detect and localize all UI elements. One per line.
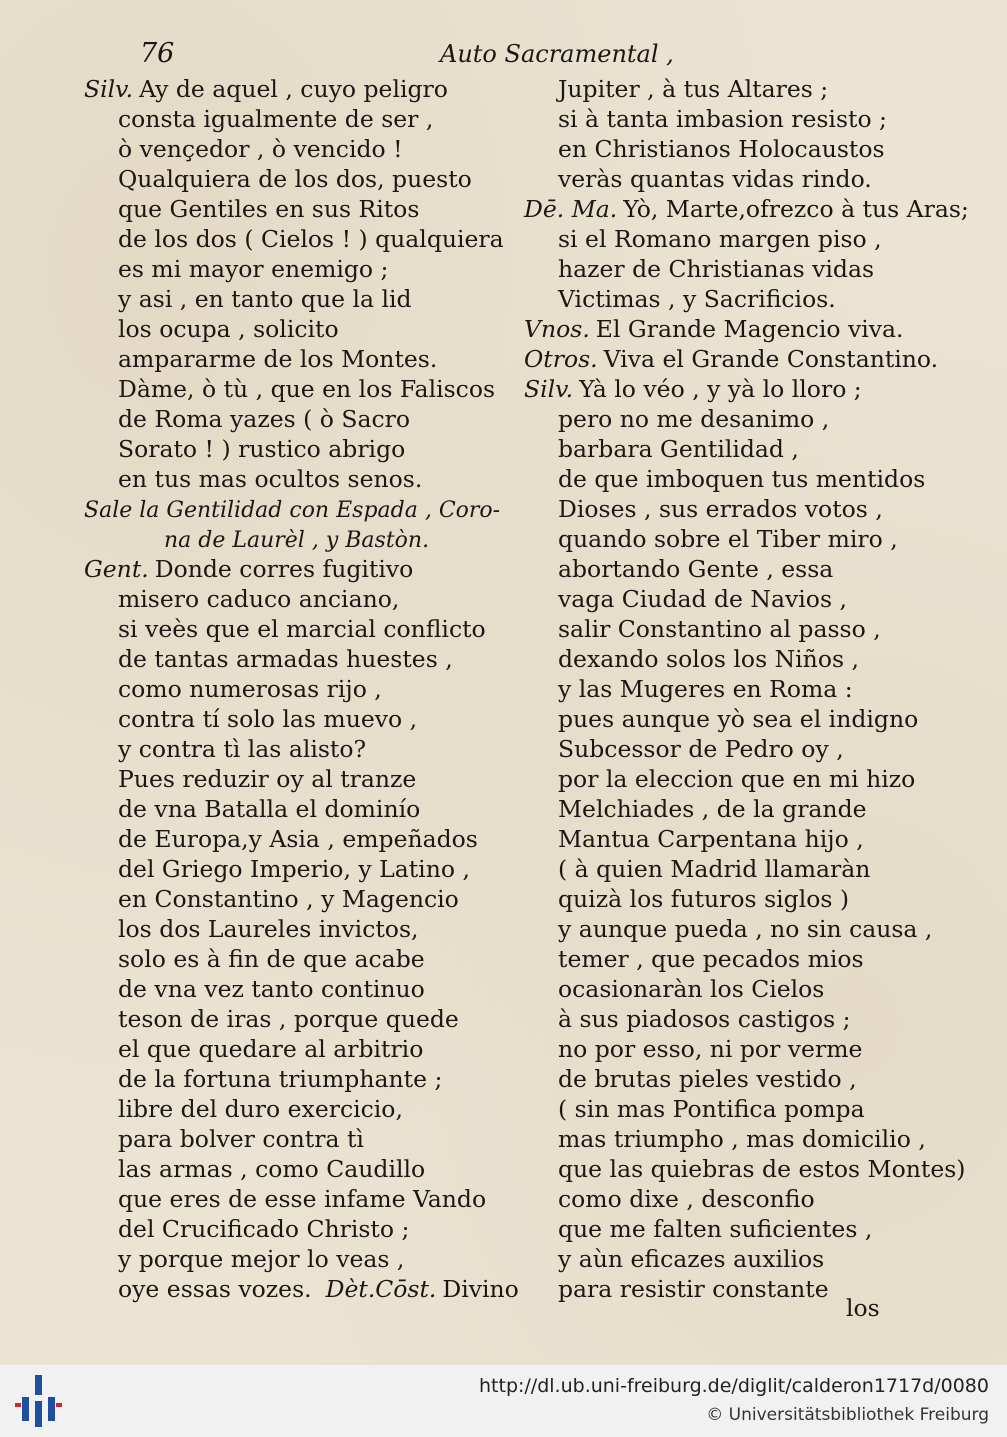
verse-text: los dos Laureles invictos, [118, 915, 419, 943]
verse-text: de la fortuna triumphante ; [118, 1065, 443, 1093]
verse-text: de tantas armadas huestes , [118, 645, 453, 673]
verse-text: dexando solos los Niños , [558, 645, 859, 673]
verse-text: ( sin mas Pontifica pompa [558, 1095, 865, 1123]
verse-text: Divino [442, 1275, 519, 1303]
verse-line [524, 1154, 966, 1184]
verse-line [84, 254, 514, 284]
speaker-name: Gent. [84, 555, 149, 583]
verse-text: de vna Batalla el dominío [118, 795, 421, 823]
verse-line [84, 494, 514, 524]
verse-text: mas triumpho , mas domicilio , [558, 1125, 926, 1153]
viewer-footer [0, 1365, 1007, 1437]
verse-line [524, 854, 954, 884]
verse-text: vaga Ciudad de Navios , [558, 585, 847, 613]
verse-line [84, 734, 514, 764]
verse-line [84, 224, 514, 254]
verse-line [524, 1214, 954, 1244]
verse-text: si veès que el marcial conflicto [118, 615, 486, 643]
verse-line [84, 914, 514, 944]
verse-line [524, 794, 954, 824]
verse-text: consta igualmente de ser , [118, 105, 434, 133]
speaker-name: Dē. Ma. [524, 195, 618, 223]
verse-line [524, 674, 954, 704]
verse-line [84, 1154, 514, 1184]
source-url-link[interactable]: http://dl.ub.uni-freiburg.de/diglit/calderon1717d/0080 [479, 1375, 989, 1397]
verse-line [524, 374, 954, 404]
verse-line [84, 284, 514, 314]
speaker-name: Vnos. [524, 315, 590, 343]
verse-text: de Roma yazes ( ò Sacro [118, 405, 411, 433]
page-number: 76 [140, 38, 175, 69]
verse-line [84, 554, 514, 584]
verse-line [84, 1064, 514, 1094]
verse-text: no por esso, ni por verme [558, 1035, 863, 1063]
verse-text: y asi , en tanto que la lid [118, 285, 412, 313]
verse-text: y aunque pueda , no sin causa , [558, 915, 933, 943]
verse-line [524, 74, 954, 104]
verse-line [84, 1034, 514, 1064]
verse-line [84, 674, 514, 704]
copyright-notice: © Universitätsbibliothek Freiburg [706, 1405, 989, 1425]
verse-line [524, 644, 954, 674]
verse-text: ( à quien Madrid llamaràn [558, 855, 871, 883]
verse-line [524, 344, 954, 374]
verse-text: Qualquiera de los dos, puesto [118, 165, 472, 193]
verse-text: que me falten suficientes , [558, 1215, 873, 1243]
verse-text: Ay de aquel , cuyo peligro [139, 75, 448, 103]
verse-line [524, 884, 954, 914]
verse-line [84, 614, 514, 644]
verse-line [84, 944, 514, 974]
speaker-name: Dèt.Cōst. [325, 1275, 437, 1303]
verse-line [524, 284, 954, 314]
right-text-column [524, 74, 969, 1304]
verse-text: temer , que pecados mios [558, 945, 864, 973]
verse-line [84, 1274, 519, 1304]
verse-text: ò vençedor , ò vencido ! [118, 135, 403, 163]
verse-line [84, 764, 514, 794]
verse-text: quizà los futuros siglos ) [558, 885, 850, 913]
verse-text: pero no me desanimo , [558, 405, 830, 433]
verse-line [84, 1244, 514, 1274]
verse-text: para bolver contra tì [118, 1125, 364, 1153]
verse-line [84, 344, 514, 374]
verse-text: las armas , como Caudillo [118, 1155, 426, 1183]
verse-text: como dixe , desconfio [558, 1185, 815, 1213]
verse-text: teson de iras , porque quede [118, 1005, 459, 1033]
verse-text: Subcessor de Pedro oy , [558, 735, 844, 763]
speaker-name: Silv. [524, 375, 574, 403]
verse-line [524, 824, 954, 854]
verse-line [84, 1004, 514, 1034]
verse-line [524, 494, 954, 524]
verse-line [524, 1274, 954, 1304]
verse-text: Viva el Grande Constantino. [603, 345, 939, 373]
left-text-column [84, 74, 519, 1304]
verse-text: solo es à fin de que acabe [118, 945, 425, 973]
verse-text: oye essas vozes. [118, 1275, 312, 1303]
verse-text: en Constantino , y Magencio [118, 885, 459, 913]
verse-line [524, 1034, 954, 1064]
verse-text: Jupiter , à tus Altares ; [558, 75, 829, 103]
verse-line [84, 404, 514, 434]
verse-text: por la eleccion que en mi hizo [558, 765, 916, 793]
verse-text: Melchiades , de la grande [558, 795, 867, 823]
verse-text: à sus piadosos castigos ; [558, 1005, 851, 1033]
verse-line [524, 224, 954, 254]
verse-line [524, 704, 954, 734]
verse-text: es mi mayor enemigo ; [118, 255, 389, 283]
verse-line [84, 434, 514, 464]
verse-text: y aùn eficazes auxilios [558, 1245, 825, 1273]
verse-text: ocasionaràn los Cielos [558, 975, 825, 1003]
verse-text: Pues reduzir oy al tranze [118, 765, 417, 793]
verse-text: Yò, Marte,ofrezco à tus Aras; [623, 195, 969, 223]
verse-line [84, 1124, 514, 1154]
verse-line [524, 464, 954, 494]
verse-text: Dàme, ò tù , que en los Faliscos [118, 375, 496, 403]
verse-text: que las quiebras de estos Montes) [558, 1155, 966, 1183]
verse-line [84, 884, 514, 914]
verse-line [524, 914, 954, 944]
stage-direction: Sale la Gentilidad con Espada , Coro- [84, 498, 501, 523]
verse-line [84, 824, 514, 854]
verse-text: como numerosas rijo , [118, 675, 382, 703]
verse-text: de Europa,y Asia , empeñados [118, 825, 478, 853]
verse-line [84, 314, 514, 344]
verse-text: de brutas pieles vestido , [558, 1065, 857, 1093]
verse-line [84, 374, 514, 404]
verse-line [524, 1064, 954, 1094]
verse-line [84, 974, 514, 1004]
verse-line [524, 584, 954, 614]
catchword: los [846, 1294, 880, 1322]
verse-line [524, 314, 954, 344]
library-logo-icon [14, 1373, 64, 1429]
verse-text: Mantua Carpentana hijo , [558, 825, 864, 853]
verse-line [524, 1004, 954, 1034]
verse-text: que Gentiles en sus Ritos [118, 195, 420, 223]
verse-line [84, 464, 514, 494]
verse-line [84, 854, 514, 884]
verse-text: que eres de esse infame Vando [118, 1185, 487, 1213]
verse-line [84, 104, 514, 134]
verse-line [84, 1094, 514, 1124]
verse-text: de que imboquen tus mentidos [558, 465, 926, 493]
verse-text: de vna vez tanto continuo [118, 975, 425, 1003]
verse-line [524, 734, 954, 764]
verse-line [84, 524, 514, 554]
verse-text: para resistir constante [558, 1275, 829, 1303]
verse-text: de los dos ( Cielos ! ) qualquiera [118, 225, 504, 253]
stage-direction: na de Laurèl , y Bastòn. [164, 528, 430, 553]
verse-text: El Grande Magencio viva. [595, 315, 904, 343]
verse-text: Yà lo véo , y yà lo lloro ; [579, 375, 862, 403]
running-title: Auto Sacramental , [440, 40, 674, 68]
verse-text: abortando Gente , essa [558, 555, 834, 583]
verse-line [524, 104, 954, 134]
verse-line [524, 1094, 954, 1124]
verse-text: en tus mas ocultos senos. [118, 465, 423, 493]
verse-text: contra tí solo las muevo , [118, 705, 418, 733]
verse-line [84, 1184, 514, 1214]
verse-line [84, 584, 514, 614]
verse-text: Sorato ! ) rustico abrigo [118, 435, 406, 463]
verse-text: hazer de Christianas vidas [558, 255, 875, 283]
verse-text: si à tanta imbasion resisto ; [558, 105, 887, 133]
verse-text: misero caduco anciano, [118, 585, 400, 613]
verse-text: barbara Gentilidad , [558, 435, 799, 463]
verse-line [84, 794, 514, 824]
verse-text: del Crucificado Christo ; [118, 1215, 410, 1243]
speaker-name: Otros. [524, 345, 598, 373]
verse-line [524, 614, 954, 644]
verse-line [524, 1244, 954, 1274]
verse-line [84, 644, 514, 674]
verse-line [524, 1124, 954, 1154]
verse-line [84, 1214, 514, 1244]
verse-line [84, 74, 514, 104]
verse-text: los ocupa , solicito [118, 315, 339, 343]
verse-text: y porque mejor lo veas , [118, 1245, 405, 1273]
verse-text: del Griego Imperio, y Latino , [118, 855, 470, 883]
verse-line [84, 134, 514, 164]
verse-line [524, 194, 969, 224]
verse-text: Donde corres fugitivo [154, 555, 414, 583]
verse-line [524, 974, 954, 1004]
speaker-name: Silv. [84, 75, 134, 103]
verse-line [84, 704, 514, 734]
verse-line [524, 404, 954, 434]
verse-line [524, 764, 954, 794]
verse-text: Victimas , y Sacrificios. [558, 285, 836, 313]
verse-text: si el Romano margen piso , [558, 225, 882, 253]
verse-text: y contra tì las alisto? [118, 735, 367, 763]
verse-line [524, 434, 954, 464]
verse-line [84, 164, 514, 194]
verse-line [524, 164, 954, 194]
verse-text: y las Mugeres en Roma : [558, 675, 853, 703]
verse-line [524, 944, 954, 974]
verse-line [524, 524, 954, 554]
verse-text: ampararme de los Montes. [118, 345, 438, 373]
verse-text: Dioses , sus errados votos , [558, 495, 883, 523]
verse-line [524, 134, 954, 164]
verse-text: pues aunque yò sea el indigno [558, 705, 919, 733]
verse-text: libre del duro exercicio, [118, 1095, 403, 1123]
verse-line [524, 1184, 954, 1214]
verse-line [84, 194, 514, 224]
verse-text: el que quedare al arbitrio [118, 1035, 424, 1063]
verse-line [524, 254, 954, 284]
verse-text: quando sobre el Tiber miro , [558, 525, 898, 553]
verse-line [524, 554, 954, 584]
verse-text: veràs quantas vidas rindo. [558, 165, 872, 193]
verse-text: en Christianos Holocaustos [558, 135, 885, 163]
verse-text: salir Constantino al passo , [558, 615, 881, 643]
